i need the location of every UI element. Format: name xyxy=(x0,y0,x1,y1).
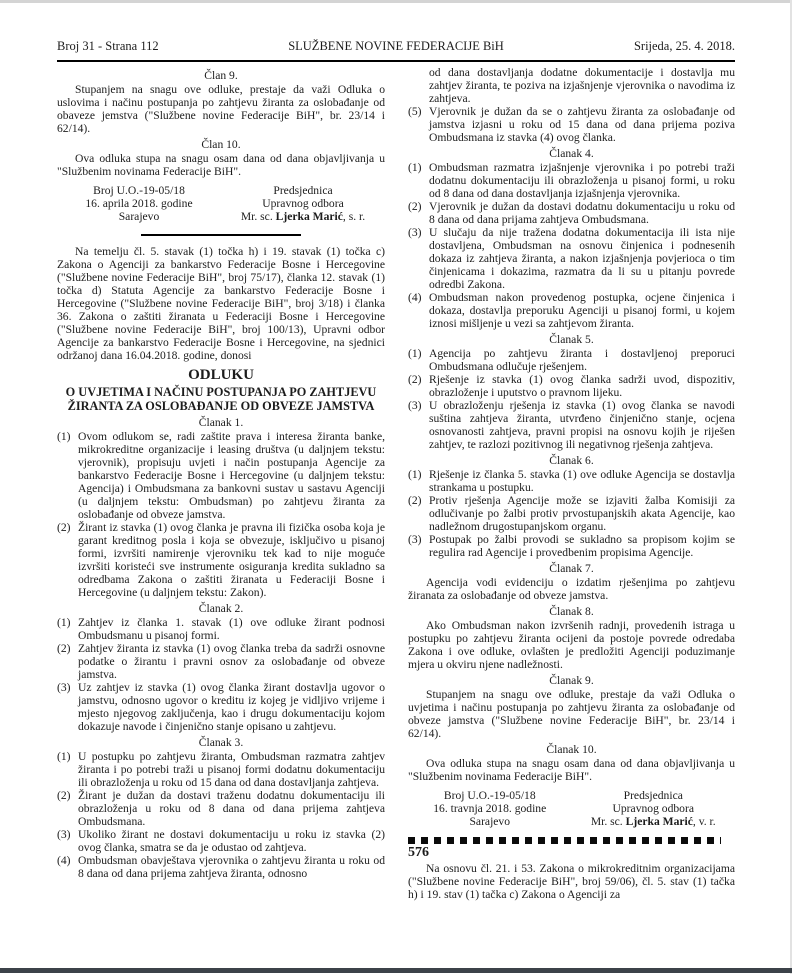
article-heading: Članak 2. xyxy=(198,602,244,615)
item-number: (3) xyxy=(408,226,422,239)
numbered-item xyxy=(408,533,735,559)
signer-suffix: , v. r. xyxy=(692,815,716,828)
dotted-separator xyxy=(408,837,721,844)
page-header xyxy=(57,40,735,56)
article-heading: Članak 9. xyxy=(549,674,594,687)
item-number: (2) xyxy=(57,521,71,534)
numbered-item xyxy=(408,105,735,144)
paragraph: Agencija vodi evidenciju o izdatim rješenjima po zahtjevu žiranata za oslobađanje od obveze jamstva. xyxy=(408,576,735,602)
item-text: U slučaju da nije tražena dodatna dokumentacija ili ista nije dostavljena, Ombudsman na osnovu činjenica i podnesenih dokaza iz zahtjeva žiranta, a nakon izjašnjenja povjerioca o tim činjenicama i dokazima, razmatra da li su u pitanju povrede odredbi Zakona. xyxy=(429,226,735,291)
numbered-item xyxy=(408,373,735,399)
article-heading: Članak 6. xyxy=(549,454,594,467)
numbered-item xyxy=(57,750,385,789)
right-column xyxy=(408,66,735,901)
item-number: (2) xyxy=(57,642,71,655)
item-text: Rješenje iz članka 5. stavka (1) ove odluke Agencija se dostavlja strankama u postupku. xyxy=(429,468,735,494)
item-text: Ovom odlukom se, radi zaštite prava i interesa žiranta banke, mikrokreditne organizacije i leasing društva (u daljnjem tekstu: vjerovnik), propisuju uvjeti i način postupanja Agencije za bankarstvo Federacije Bosne i Hercegovine (u daljnjem tekstu: Agencija) i Ombudsmana za bankovni sustav u sastavu Agenciji (u daljnjem tekstu: Ombudsman) po zahtjevu žiranta za oslobađanje od obveze jamstva. xyxy=(78,430,385,521)
item-text: Postupak po žalbi provodi se sukladno sa propisom kojim se regulira rad Agencije i provedbenim propisima Agencije. xyxy=(429,533,735,559)
signature-line: Sarajevo xyxy=(469,815,511,828)
signature-line: 16. travnja 2018. godine xyxy=(433,802,547,815)
item-text: Rješenje iz stavka (1) ovog članka sadrži uvod, dispozitiv, obrazloženje i uputstvo o pravnom lijeku. xyxy=(429,373,735,399)
item-text: Žirant je dužan da dostavi traženu dodatnu dokumentaciju ili obrazloženja u roku od 8 dana od dana prijema zahtjeva Ombudsmana. xyxy=(78,789,385,828)
numbered-item xyxy=(57,430,385,521)
issue-date: Srijeda, 25. 4. 2018. xyxy=(633,39,735,53)
continuation-paragraph: od dana dostavljanja dodatne dokumentacije i dostavlja mu zahtjev žiranta, te poziva na izjašnjenje vjerovnika o navodima iz zahtjeva. xyxy=(429,66,735,105)
signer-prefix: Mr. sc. xyxy=(240,210,276,223)
window-bottom-bar xyxy=(0,968,792,973)
item-text: Zahtjev žiranta iz stavka (1) ovog članka treba da sadrži osnovne podatke o žirantu i pravni osnov za oslobađanje od obveze jamstva. xyxy=(78,642,385,681)
item-number: (2) xyxy=(57,789,71,802)
item-text: Ombudsman razmatra izjašnjenje vjerovnika i po potrebi traži dodatnu dokumentaciju ili obrazloženja u pisanoj formi, u roku od 8 dana od dana dostavljanja izjašnjenja vjerovnika. xyxy=(429,161,735,200)
numbered-item xyxy=(57,789,385,828)
item-number: (1) xyxy=(57,616,71,629)
signature-line: Predsjednica xyxy=(273,184,333,197)
signature-left xyxy=(408,789,572,828)
signature-line: Sarajevo xyxy=(118,210,160,223)
numbered-item xyxy=(408,494,735,533)
item-text: Ukoliko žirant ne dostavi dokumentaciju u roku iz stavka (2) ovog članka, smatra se da je odustao od zahtjeva. xyxy=(78,828,385,854)
signature-block xyxy=(408,789,735,828)
article-heading: Članak 5. xyxy=(549,333,594,346)
paragraph: Ova odluka stupa na snagu osam dana od dana objavljivanja u "Službenim novinama Federacije BiH". xyxy=(57,152,385,178)
header-rule xyxy=(57,60,735,62)
item-text: Protiv rješenja Agencije može se izjaviti žalba Komisiji za odlučivanje po žalbi protiv prvostupanjskih akata Agencije, kao nadležnom drugostupanjskom organu. xyxy=(429,494,735,533)
article-heading: Članak 4. xyxy=(549,147,594,160)
numbered-item xyxy=(57,521,385,599)
document-number: 576 xyxy=(408,845,429,860)
signer-name: Ljerka Marić xyxy=(275,210,343,223)
item-number: (4) xyxy=(408,291,422,304)
paragraph: Ova odluka stupa na snagu osam dana od dana objavljivanja u "Službenim novinama Federacije BiH". xyxy=(408,757,735,783)
numbered-item xyxy=(57,828,385,854)
item-number: (2) xyxy=(408,373,422,386)
paragraph: Na osnovu čl. 21. i 53. Zakona o mikrokreditnim organizacijama ("Službene novine Federacije BiH", broj 59/06), čl. 5. stav (1) tačka h) i 19. stav (1) tačka c) Zakona o Agenciji za xyxy=(408,862,735,901)
numbered-item xyxy=(408,468,735,494)
left-column xyxy=(57,66,385,880)
numbered-item xyxy=(408,399,735,451)
numbered-item xyxy=(408,226,735,291)
signature-line: 16. aprila 2018. godine xyxy=(85,197,193,210)
separator-rule xyxy=(141,234,301,236)
item-number: (1) xyxy=(57,750,71,763)
item-number: (3) xyxy=(408,533,422,546)
signer-suffix: , s. r. xyxy=(342,210,366,223)
signer-line xyxy=(572,815,736,828)
paragraph: Stupanjem na snagu ove odluke, prestaje da važi Odluka o uvjetima i načinu postupanja po zahtjevu žiranta za oslobađanje od obveze jamstva ("Službene novine Federacije BiH", br. 23/14 i 62/14). xyxy=(408,688,735,740)
numbered-item xyxy=(57,854,385,880)
page-number: Broj 31 - Strana 112 xyxy=(57,39,159,53)
item-number: (3) xyxy=(408,399,422,412)
article-heading: Član 9. xyxy=(204,69,238,82)
item-number: (1) xyxy=(408,347,422,360)
signature-left xyxy=(57,184,221,223)
signature-right xyxy=(572,789,736,828)
paragraph: Na temelju čl. 5. stavak (1) točka h) i 19. stavak (1) točka c) Zakona o Agenciji za bankarstvo Federacije Bosne i Hercegovine ("Službene novine Federacije BiH", broj 75/17), članka 12. stavak (1) točka d) Statuta Agencije za bankarstvo Federacije Bosne i Hercegovine ("Službene novine Federacije BiH", broj 3/18) i članka 36. Zakona o zaštiti žiranata u Federaciji Bosne i Hercegovine ("Službene novine Federacije BiH", broj 100/13), Upravni odbor Agencije za bankarstvo Federacije Bosne i Hercegovine, na sjednici održanoj dana 16.04.2018. godine, donosi xyxy=(57,245,385,362)
item-number: (5) xyxy=(408,105,422,118)
signature-line: Upravnog odbora xyxy=(262,197,344,210)
paragraph: Ako Ombudsman nakon izvršenih radnji, provedenih istraga u postupku po zahtjevu žiranta ocijeni da postoje povrede odredaba Zakona i ove odluke, ovlašten je predložiti Agenciji poduzimanje mjera u okviru njene nadležnosti. xyxy=(408,619,735,671)
item-number: (1) xyxy=(408,468,422,481)
item-number: (2) xyxy=(408,200,422,213)
item-number: (1) xyxy=(57,430,71,443)
item-text: Uz zahtjev iz stavka (1) ovog članka žirant dostavlja ugovor o jamstvu, odnosno ugovor o kreditu iz kojeg je vidljivo vrijeme i mjesto njegovog zaključenja, kao i drugu dokumentaciju kojom dokazuje navode i činjenično stanje opisano u zahtjevu. xyxy=(78,681,385,733)
item-text: Agencija po zahtjevu žiranta i dostavljenoj preporuci Ombudsmana odlučuje rješenjem. xyxy=(429,347,735,373)
article-heading: Članak 1. xyxy=(198,416,244,429)
item-text: Vjerovnik je dužan da dostavi dodatnu dokumentaciju u roku od 8 dana od dana prijama zahtjeva Ombudsmana. xyxy=(429,200,735,226)
signature-line: Broj U.O.-19-05/18 xyxy=(443,789,536,802)
signer-line xyxy=(221,210,385,223)
item-text: U obrazloženju rješenja iz stavka (1) ovog članka se navodi suština zahtjeva žiranta, utvrđeno činjenično stanje, ocjena osnovanosti zahtjeva, pravni propisi na osnovu kojih je riješen zahtjev, te razlozi pozitivnog ili negativnog rješenja zahtjeva. xyxy=(429,399,735,451)
signature-right xyxy=(221,184,385,223)
item-text: Ombudsman obavještava vjerovnika o zahtjevu žiranta u roku od 8 dana od dana prijema zahtjeva žiranta, odnosno xyxy=(78,854,385,880)
article-heading: Članak 3. xyxy=(198,736,244,749)
numbered-item xyxy=(408,347,735,373)
decision-title: ODLUKU xyxy=(188,367,254,383)
item-text: Ombudsman nakon provedenog postupka, ocjene činjenica i dokaza, dostavlja preporuku Agenciji u pisanoj formi, u kojem iznosi mišljenje u vezi sa zahtjevom žiranta. xyxy=(429,291,735,330)
item-number: (2) xyxy=(408,494,422,507)
item-number: (4) xyxy=(57,854,71,867)
item-number: (1) xyxy=(408,161,422,174)
numbered-item xyxy=(57,681,385,733)
signer-name: Ljerka Marić xyxy=(625,815,693,828)
paragraph: Stupanjem na snagu ove odluke, prestaje da važi Odluka o uslovima i načinu postupanja po zahtjevu žiranta za oslobađanje od obaveze jemstva ("Službene novine Federacije BiH", br. 23/14 i 62/14). xyxy=(57,83,385,135)
signature-line: Upravnog odbora xyxy=(612,802,694,815)
signature-line: Predsjednica xyxy=(623,789,683,802)
numbered-item xyxy=(57,642,385,681)
article-heading: Članak 8. xyxy=(549,605,594,618)
numbered-item xyxy=(408,200,735,226)
signature-line: Broj U.O.-19-05/18 xyxy=(93,184,185,197)
window-top-edge xyxy=(0,0,792,3)
signer-prefix: Mr. sc. xyxy=(590,815,626,828)
gazette-title: SLUŽBENE NOVINE FEDERACIJE BiH xyxy=(288,39,504,53)
item-number: (3) xyxy=(57,828,71,841)
item-number: (3) xyxy=(57,681,71,694)
item-text: Zahtjev iz članka 1. stavak (1) ove odluke žirant podnosi Ombudsmanu u pisanoj formi. xyxy=(78,616,385,642)
item-text: Vjerovnik je dužan da se o zahtjevu žiranta za oslobađanje od jamstva izjasni u roku od 15 dana od dana prijema poziva Ombudsmana iz stavka (4) ovog članka. xyxy=(429,105,735,144)
numbered-item xyxy=(408,291,735,330)
item-text: U postupku po zahtjevu žiranta, Ombudsman razmatra zahtjev žiranta i po potrebi traži u pisanoj formi dodatnu dokumentaciju ili obrazloženja u roku od 15 dana od dana dostavljanja zahtjeva. xyxy=(78,750,385,789)
decision-subtitle: O UVJETIMA I NAČINU POSTUPANJA PO ZAHTJEVU ŽIRANTA ZA OSLOBAĐANJE OD OBVEZE JAMSTVA xyxy=(65,385,377,413)
article-heading: Članak 10. xyxy=(546,743,597,756)
article-heading: Član 10. xyxy=(201,138,241,151)
article-heading: Članak 7. xyxy=(549,562,594,575)
numbered-item xyxy=(408,161,735,200)
signature-block xyxy=(57,184,385,223)
numbered-item xyxy=(57,616,385,642)
item-text: Žirant iz stavka (1) ovog članka je pravna ili fizička osoba koja je garant kreditnog posla i koja se obvezuje, isključivo u pisanoj formi, izvršiti namirenje vjerovniku tek kad to nije moguće izvršiti koristeći sve instrumente osiguranja kredita sukladno sa odredbama Zakona o zaštiti žiranata u Federaciji Bosne i Hercegovine (u daljnjem tekstu: Zakon). xyxy=(78,521,385,599)
